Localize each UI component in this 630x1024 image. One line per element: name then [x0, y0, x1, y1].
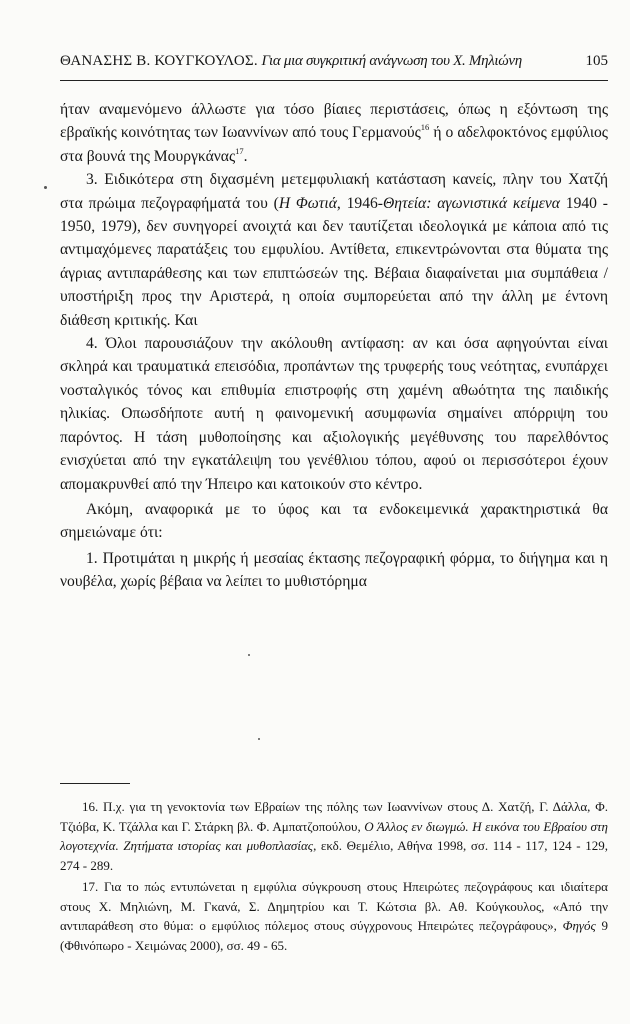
footnote-17: 17. Για το πώς εντυπώνεται η εμφύλια σύγκρουση στους Ηπειρώτες πεζογράφους και ιδιαίτερα στους Χ. Μηλιώνη, Μ. Γκανά, Σ. Δημητρίου και Τ. Κώτσια βλ. Αθ. Κούγκουλος, «Από την αντιπαράθεση στο θύμα: ο εμφύλιος πόλεμος στους σύγχρονους Ηπειρώτες πεζογράφους», Φηγός 9 (Φθινόπωρο - Χειμώνας 2000), σσ. 49 - 65.	[60, 879, 609, 953]
book-title-thiteia: Θητεία: αγωνιστικά κείμενα	[382, 194, 560, 212]
paragraph-point-3: 3. Ειδικότερα στη διχασμένη μετεμφυλιακή κατάσταση κανείς, πλην του Χατζή στα πρώιμα πεζογραφήματά του (Η Φωτιά, 1946-Θητεία: αγωνιστικά κείμενα 1940 - 1950, 1979), δεν συνηγορεί ανοιχτά και δεν ταυτίζεται ιδεολογικά με κάποια από τις αντιμαχόμενες παρατάξεις του εμφυλίου. Αντίθετα, επικεντρώνονται στα θύματα της άγριας αντιπαράθεσης και των επιπτώσεών της. Βέβαια διαφαίνεται μια συμπάθεια / υποστήριξη προς την Αριστερά, η οποία συμπορεύεται από την άλλη με έντονη διάθεση κριτικής. Και	[60, 171, 608, 329]
page-number: 105	[585, 53, 608, 69]
header-rule	[60, 80, 608, 81]
paragraph-continuation: ήταν αναμενόμενο άλλωστε για τόσο βίαιες περιστάσεις, όπως η εξόντωση της εβραϊκής κοινότητας των Ιωαννίνων από τους Γερμανούς$^{16}$ ή ο αδελφοκτόνος εμφύλιος στα βουνά της Μουργκάνας$^{17}$.	[60, 101, 608, 165]
body-text	[60, 98, 608, 594]
paragraph-style-intro: Ακόμη, αναφορικά με το ύφος και τα ενδοκειμενικά χαρακτηριστικά θα σημειώναμε ότι:	[60, 500, 608, 542]
header-author: ΘΑΝΑΣΗΣ Β. ΚΟΥΓΚΟΥΛΟΣ.	[60, 53, 258, 69]
print-speck	[258, 738, 260, 740]
footnote-ref-16: 16	[420, 122, 430, 133]
paragraph-point-4: 4. Όλοι παρουσιάζουν την ακόλουθη αντίφαση: αν και όσα αφηγούνται είναι σκληρά και τραυματικά επεισόδια, προπάντων της τρυφερής τους νεότητας, ενυπάρχει νοσταλγικός τόνος και επιθυμία επιστροφής στη χαμένη αθωότητα της παιδικής ηλικίας. Οπωσδήποτε αυτή η φαινομενική ασυμφωνία σημαίνει απόρριψη του παρόντος. Η τάση μυθοποίησης και αξιολογικής μεγέθυνσης του παρελθόντος ενισχύεται από την εγκατάλειψη του γενέθλιου τόπου, αφού οι περισσότεροι έχουν απομακρυνθεί από την Ήπειρο και κατοικούν στο κέντρο.	[60, 335, 608, 493]
footnote-16: 16. Π.χ. για τη γενοκτονία των Εβραίων της πόλης των Ιωαννίνων στους Δ. Χατζή, Γ. Δάλλα, Φ. Τζιόβα, Κ. Τζάλλα και Γ. Στάρκη βλ. Φ. Αμπατζοπούλου, Ο Άλλος εν διωγμώ. Η εικόνα του Εβραίου στη λογοτεχνία. Ζητήματα ιστορίας και μυθοπλασίας, εκδ. Θεμέλιο, Αθήνα 1998, σσ. 114 - 117, 124 - 129, 274 - 289.	[60, 799, 608, 873]
paragraph-style-point-1: 1. Προτιμάται η μικρής ή μεσαίας έκτασης πεζογραφική φόρμα, το διήγημα και η νουβέλα, χωρίς βέβαια να λείπει το μυθιστόρημα	[60, 549, 608, 591]
book-title-fotia: Η Φωτιά	[278, 194, 337, 212]
print-speck	[44, 186, 47, 189]
footnote-rule	[60, 783, 130, 784]
footnotes	[60, 797, 608, 957]
running-header	[60, 52, 608, 70]
footnote-ref-17: 17	[235, 145, 244, 156]
header-running-title: Για μια συγκριτική ανάγνωση του Χ. Μηλιώνη	[261, 53, 522, 69]
print-speck	[248, 654, 250, 656]
